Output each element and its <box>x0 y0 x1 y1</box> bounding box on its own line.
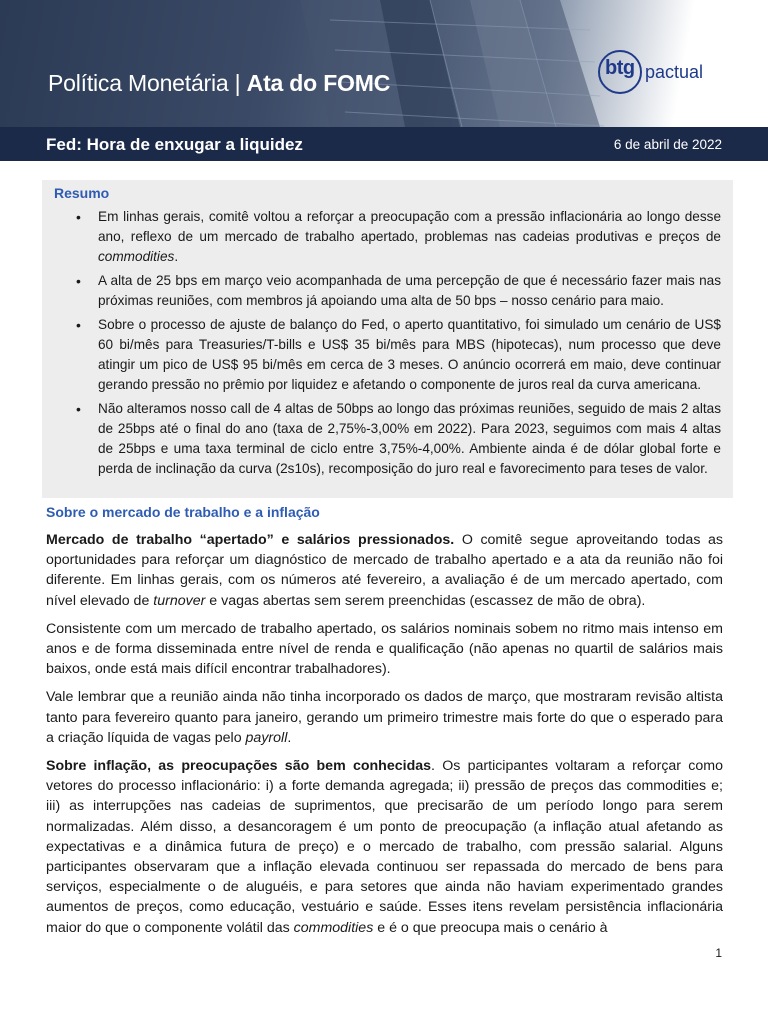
title-regular: Política Monetária | <box>48 70 247 96</box>
report-date: 6 de abril de 2022 <box>613 137 722 152</box>
title-bold: Ata do FOMC <box>246 70 391 96</box>
report-title: Fed: Hora de enxugar a liquidez <box>46 135 303 154</box>
paragraph: Mercado de trabalho “apertado” e salários pressionados. O comitê segue aproveitando todas as oportunidades para reforçar um diagnóstico de mercado de trabalho apertado e a ata da reunião não foi diferente. Em linhas gerais, com os números até fevereiro, a avaliação é de um mercado apertado, com nível elevado de turnover e vagas abertas sem serem preenchidas (escassez de mão de obra). <box>46 532 723 609</box>
body-text <box>46 530 723 946</box>
page-title <box>48 70 390 97</box>
summary-box <box>42 180 733 498</box>
paragraph: Consistente com um mercado de trabalho apertado, os salários nominais sobem no ritmo mais intenso em anos e de forma disseminada entre nível de renda e qualificação (não apenas no quartil de salários mais baixos, onde está mais difícil encontrar trabalhadores). <box>46 620 723 678</box>
subtitle-bar <box>0 127 768 161</box>
logo-pactual: pactual <box>645 62 704 82</box>
section-title: Sobre o mercado de trabalho e a inflação <box>46 504 320 520</box>
logo-btg: btg <box>605 57 635 79</box>
btg-pactual-logo <box>598 50 716 94</box>
summary-item: • Não alteramos nosso call de 4 altas de 50bps ao longo das próximas reuniões, seguido de mais 2 altas de 25bps até o final do ano (taxa de 2,75%-3,00% em 2022). Para 2023, seguimos com mais 4 altas de 25bps e uma taxa terminal de ciclo entre 3,75%-4,00%. Ambiente ainda é de dólar global forte e perda de inclinação da curva (2s10s), recomposição do juro real e favorecimento para teses de valor. <box>98 399 721 479</box>
summary-list <box>54 207 721 479</box>
page-number: 1 <box>715 946 722 960</box>
summary-item: • A alta de 25 bps em março veio acompanhada de uma percepção de que é necessário fazer mais nas próximas reuniões, com membros já apoiando uma alta de 50 bps – nosso cenário para maio. <box>98 271 721 311</box>
summary-title: Resumo <box>54 185 110 201</box>
paragraph: Sobre inflação, as preocupações são bem conhecidas. Os participantes voltaram a reforçar como vetores do processo inflacionário: i) a forte demanda agregada; ii) pressão de preços das commodities e; iii) as interrupções nas cadeias de suprimentos, que precisarão de um período longo para serem normalizadas. Além disso, a desancoragem é um ponto de preocupação (a inflação atual afetando as expectativas e a dinâmica futura de preço) e o mercado de trabalho, com pressão salarial. Alguns participantes observaram que a inflação elevada continuou ser repassada do mercado de bens para serviços, especialmente o de aluguéis, e para setores que ainda não haviam experimentado grandes aumentos de preços, como educação, vestuário e saúde. Esses itens revelam persistência inflacionária maior do que o componente volátil das commodities e é o que preocupa mais o cenário à <box>46 758 723 936</box>
paragraph: Vale lembrar que a reunião ainda não tinha incorporado os dados de março, que mostraram revisão altista tanto para fevereiro quanto para janeiro, gerando um primeiro trimestre mais forte do que o esperado para a criação líquida de vagas pelo payroll. <box>46 689 723 746</box>
header-banner <box>0 0 768 127</box>
summary-item: • Sobre o processo de ajuste de balanço do Fed, o aperto quantitativo, foi simulado um cenário de US$ 60 bi/mês para Treasuries/T-bills e US$ 35 bi/mês para MBS (hipotecas), num processo que deve atingir um pico de US$ 95 bi/mês em cerca de 3 meses. O anúncio ocorrerá em maio, deve continuar gerando pressão no prêmio por liquidez e afetando o componente de juros real da curva americana. <box>98 315 721 395</box>
summary-item: • Em linhas gerais, comitê voltou a reforçar a preocupação com a pressão inflacionária ao longo desse ano, reflexo de um mercado de trabalho apertado, problemas nas cadeias produtivas e preços de commodities. <box>98 207 721 267</box>
